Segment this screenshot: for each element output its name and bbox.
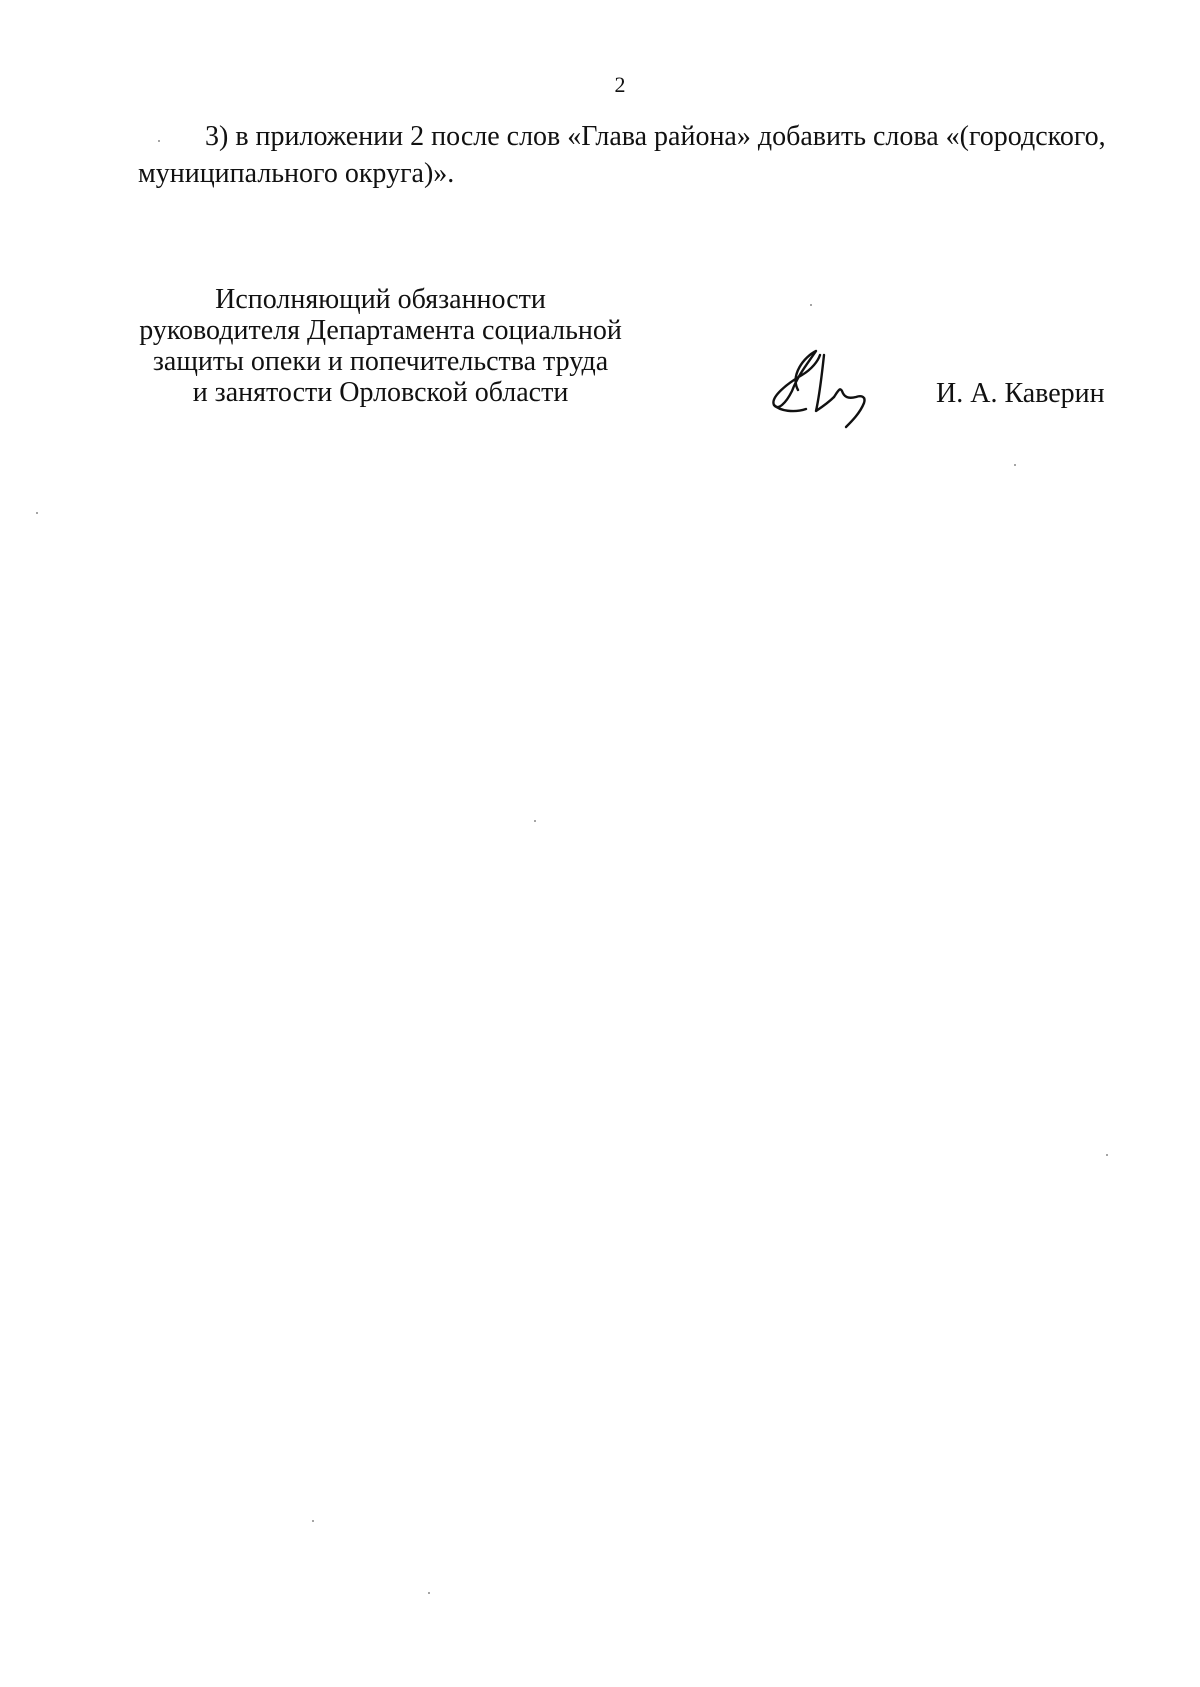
- signatory-position-line-1: Исполняющий обязанности: [215, 284, 546, 315]
- signatory-name: И. А. Каверин: [936, 378, 1105, 409]
- signatory-position-line-4: и занятости Орловской области: [192, 377, 569, 408]
- body-paragraph: [138, 118, 1110, 192]
- scan-speck: [312, 1520, 314, 1522]
- paragraph-line-2: муниципального округа)».: [138, 158, 455, 189]
- scan-speck: [1106, 1154, 1108, 1156]
- scan-speck: [1014, 464, 1016, 466]
- signatory-position: [128, 284, 633, 408]
- handwritten-signature: [768, 345, 883, 430]
- scan-speck: [36, 512, 38, 514]
- scan-speck: [810, 304, 812, 306]
- paragraph-line-1: 3) в приложении 2 после слов «Глава района» добавить слова «(городского,: [205, 121, 1106, 152]
- signatory-position-line-3: защиты опеки и попечительства труда: [152, 346, 609, 377]
- signatory-position-line-2: руководителя Департамента социальной: [139, 315, 622, 346]
- page-number: 2: [614, 72, 626, 97]
- scan-speck: [158, 140, 160, 142]
- scan-speck: [428, 1592, 430, 1594]
- scan-speck: [534, 820, 536, 822]
